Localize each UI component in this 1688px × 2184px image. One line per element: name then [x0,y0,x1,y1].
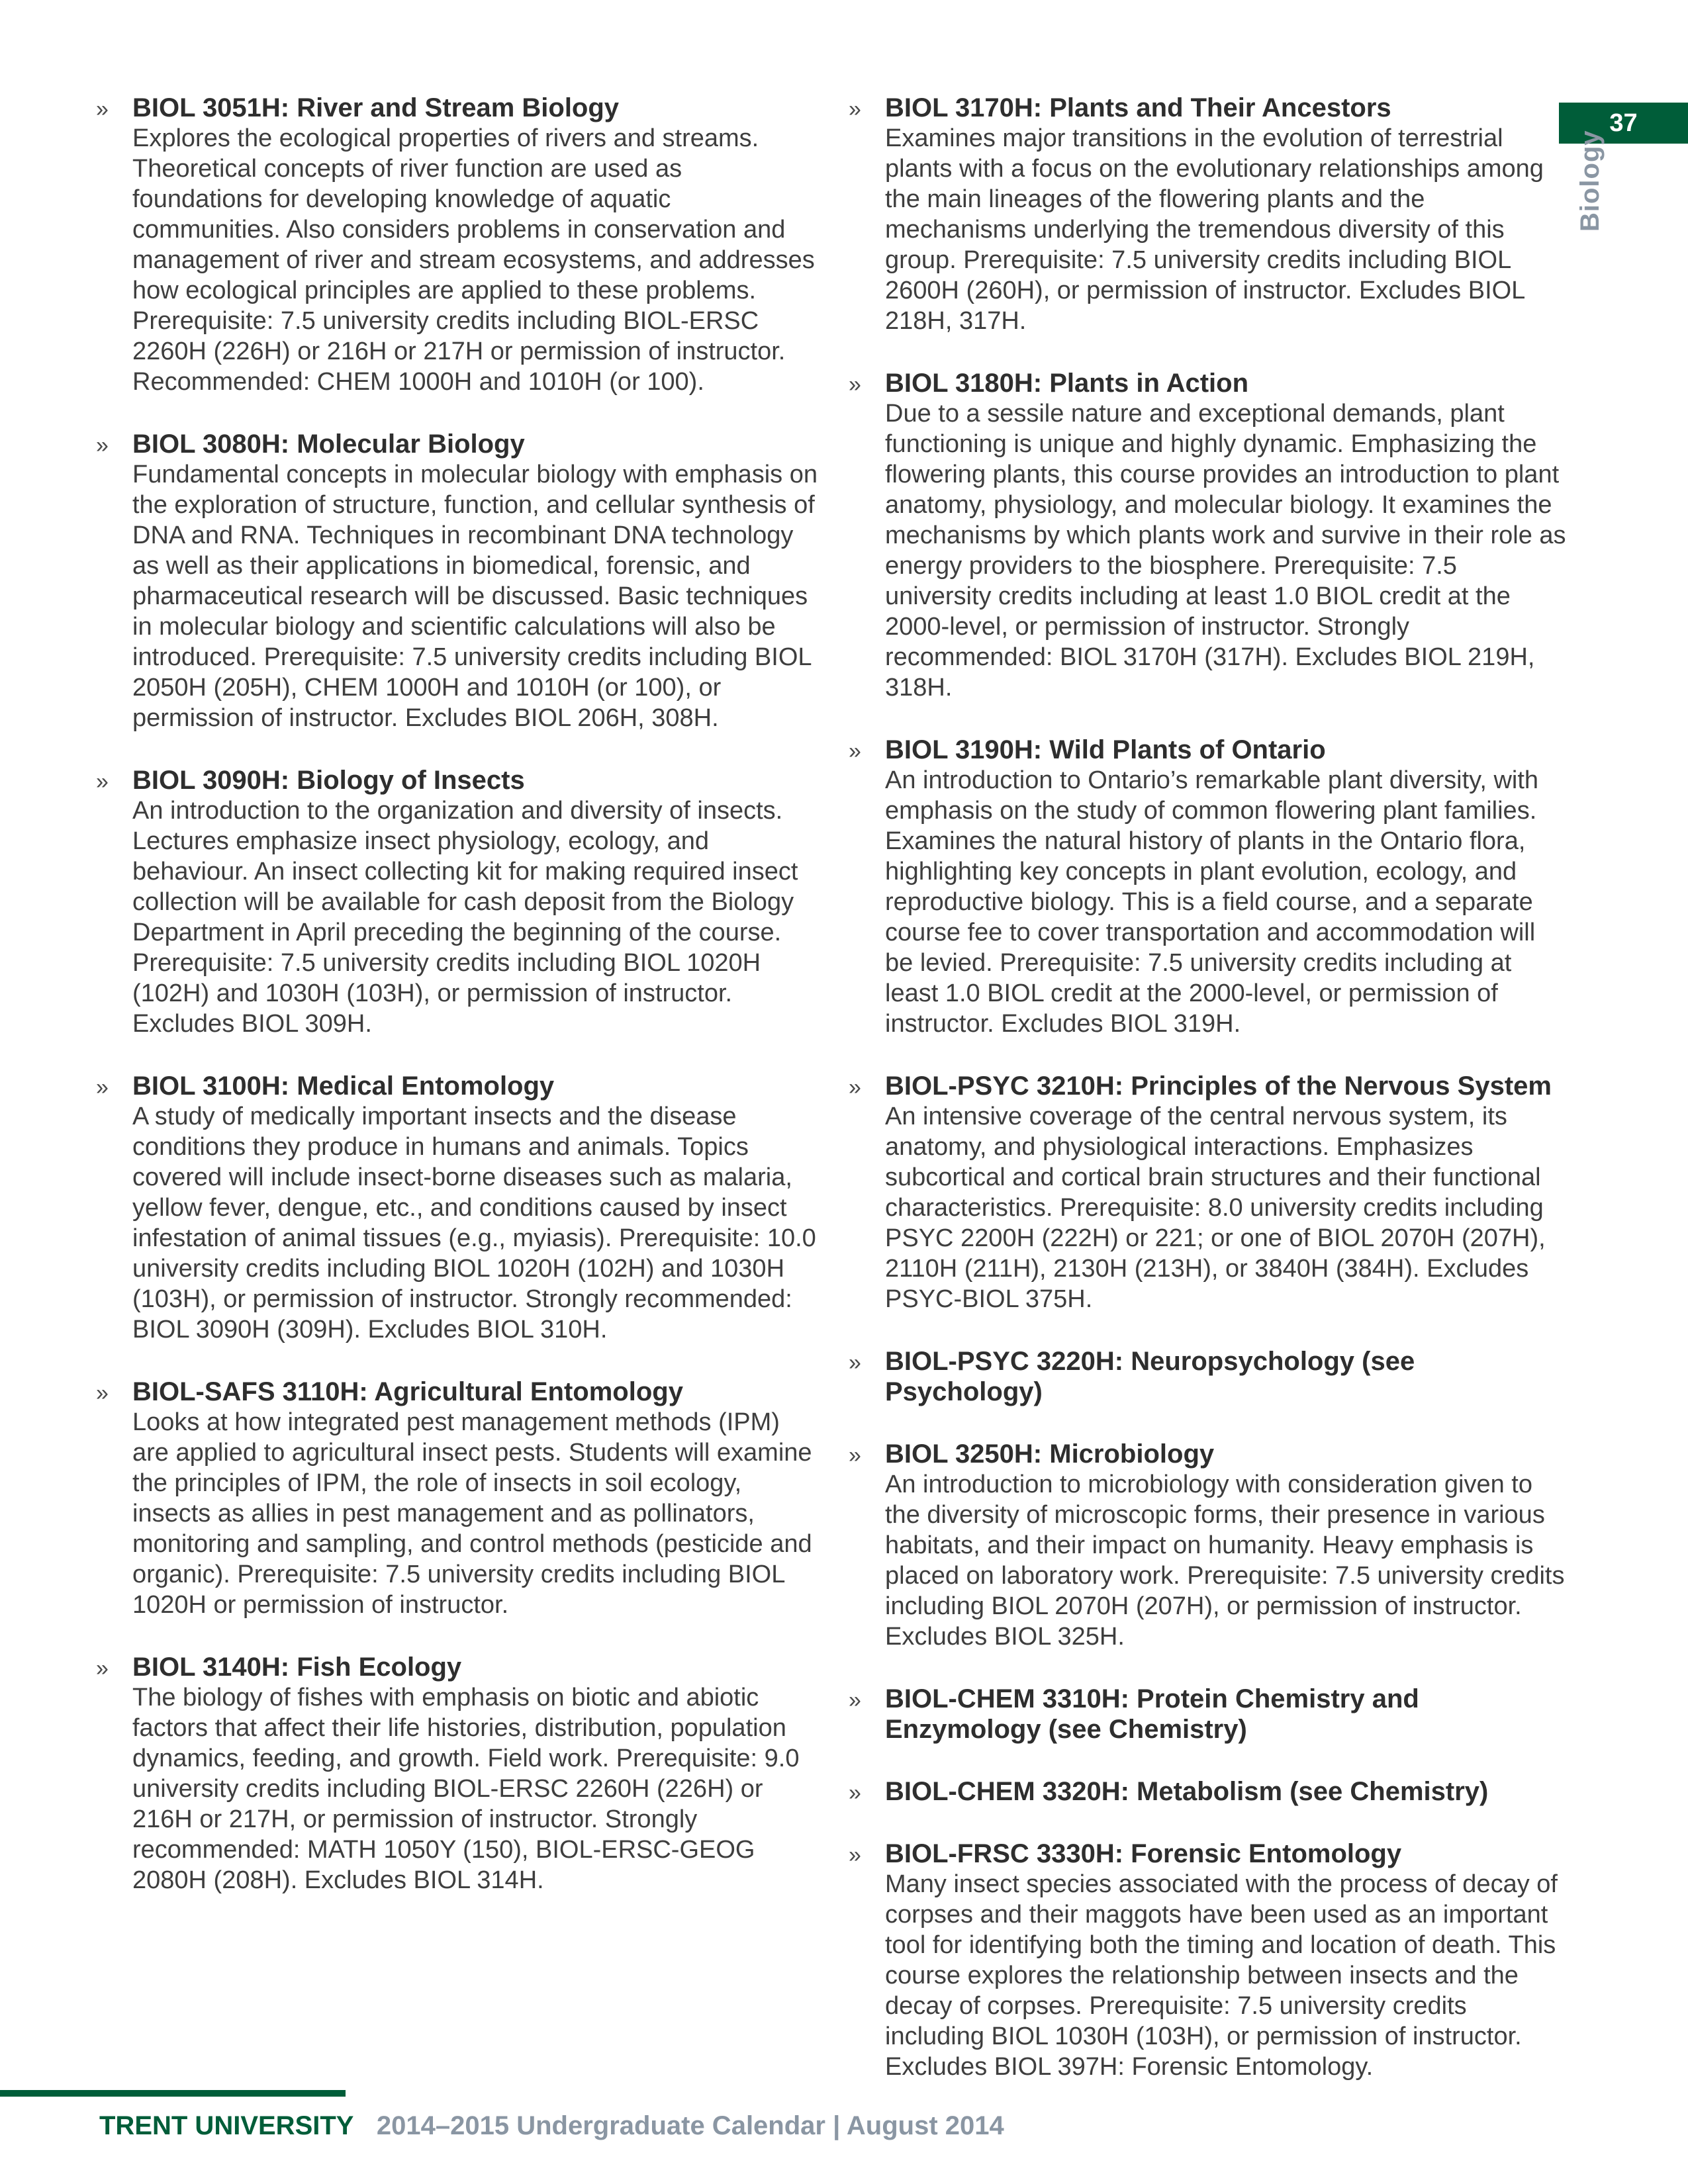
course-entry [96,765,818,1039]
course-description: A study of medically important insects and the disease conditions they produce in humans and animals. Topics covered will include insect-borne diseases such as malaria, yellow fever, dengue, etc., and conditions caused by insect infestation of animal tissues (e.g., myiasis). Prerequisite: 10.0 university credits including BIOL 1020H (102H) and 1030H (103H), or permission of instructor. Strongly recommended: BIOL 3090H (309H). Excludes BIOL 310H. [132,1103,816,1343]
course-entry [849,1071,1567,1314]
course-entry [849,93,1567,336]
bullet-icon: » [96,1656,109,1681]
course-title: BIOL 3100H: Medical Entomology [132,1071,555,1101]
bullet-icon: » [849,739,861,764]
course-description: An introduction to Ontario’s remarkable plant diversity, with emphasis on the study of common flowering plant families. Examines the natural history of plants in the Ontario flora, highlighting key concepts in plant evolution, ecology, and reproductive biology. This is a field course, and a separate course fee to cover transportation and accommodation will be levied. Prerequisite: 7.5 university credits including at least 1.0 BIOL credit at the 2000-level, or permission of instructor. Excludes BIOL 319H. [885,766,1539,1038]
bullet-icon: » [849,1688,861,1713]
course-entry [849,1684,1567,1745]
course-title: BIOL-CHEM 3320H: Metabolism (see Chemistry) [885,1777,1489,1806]
course-entry [849,1839,1567,2082]
course-description: An intensive coverage of the central nervous system, its anatomy, and physiological interactions. Emphasizes subcortical and cortical brain structures and their functional characteristics. Prerequisite: 8.0 university credits including PSYC 2200H (222H) or 221; or one of BIOL 2070H (207H), 2110H (211H), 2130H (213H), or 3840H (384H). Excludes PSYC-BIOL 375H. [885,1103,1546,1313]
bullet-icon: » [849,1780,861,1805]
course-entry [96,1652,818,1895]
right-column [849,93,1567,2114]
bullet-icon: » [849,97,861,122]
left-column [96,93,818,1927]
course-title: BIOL 3170H: Plants and Their Ancestors [885,93,1391,122]
bullet-icon: » [849,1075,861,1100]
bullet-icon: » [96,97,109,122]
course-description: Examines major transitions in the evolution of terrestrial plants with a focus on the evolutionary relationships among the main lineages of the flowering plants and the mechanisms underlying the tremendous diversity of this group. Prerequisite: 7.5 university credits including BIOL 2600H (260H), or permission of instructor. Excludes BIOL 218H, 317H. [885,124,1544,335]
course-title: BIOL 3140H: Fish Ecology [132,1653,462,1682]
course-title: BIOL 3190H: Wild Plants of Ontario [885,735,1326,764]
footer-rule [0,2090,346,2097]
course-entry [849,1346,1567,1407]
course-description: Many insect species associated with the process of decay of corpses and their maggots have been used as an important tool for identifying both the timing and location of death. This course explores the relationship between insects and the decay of corpses. Prerequisite: 7.5 university credits including BIOL 1030H (103H), or permission of instructor. Excludes BIOL 397H: Forensic Entomology. [885,1870,1558,2081]
course-description: Explores the ecological properties of rivers and streams. Theoretical concepts of river function are used as foundations for developing knowledge of aquatic communities. Also considers problems in conservation and management of river and stream ecosystems, and addresses how ecological principles are applied to these problems. Prerequisite: 7.5 university credits including BIOL-ERSC 2260H (226H) or 216H or 217H or permission of instructor. Recommended: CHEM 1000H and 1010H (or 100). [132,124,815,396]
course-title: BIOL-SAFS 3110H: Agricultural Entomology [132,1377,683,1406]
bullet-icon: » [849,372,861,397]
course-entry [849,1439,1567,1652]
course-title: BIOL 3051H: River and Stream Biology [132,93,620,122]
course-title: BIOL-PSYC 3210H: Principles of the Nervous System [885,1071,1552,1101]
page-number-tab: 37 [1559,103,1688,144]
course-entry [96,429,818,733]
footer [99,2111,1004,2141]
footer-calendar: 2014–2015 Undergraduate Calendar | August 2014 [376,2111,1004,2140]
course-description: Due to a sessile nature and exceptional demands, plant functioning is unique and highly dynamic. Emphasizing the flowering plants, this course provides an introduction to plant anatomy, physiology, and molecular biology. It examines the mechanisms by which plants work and survive in their role as energy providers to the biosphere. Prerequisite: 7.5 university credits including at least 1.0 BIOL credit at the 2000-level, or permission of instructor. Strongly recommended: BIOL 3170H (317H). Excludes BIOL 219H, 318H. [885,400,1566,702]
course-title: BIOL-CHEM 3310H: Protein Chemistry and Enzymology (see Chemistry) [885,1684,1419,1744]
course-title: BIOL-PSYC 3220H: Neuropsychology (see Psychology) [885,1347,1415,1406]
course-title: BIOL 3180H: Plants in Action [885,369,1249,398]
course-title: BIOL 3090H: Biology of Insects [132,766,525,795]
course-description: Looks at how integrated pest management methods (IPM) are applied to agricultural insect pests. Students will examine the principles of IPM, the role of insects in soil ecology, insects as allies in pest management and as pollinators, monitoring and sampling, and control methods (pesticide and organic). Prerequisite: 7.5 university credits including BIOL 1020H or permission of instructor. [132,1408,812,1619]
course-description: Fundamental concepts in molecular biology with emphasis on the exploration of structure, function, and cellular synthesis of DNA and RNA. Techniques in recombinant DNA technology as well as their applications in biomedical, forensic, and pharmaceutical research will be discussed. Basic techniques in molecular biology and scientific calculations will also be introduced. Prerequisite: 7.5 university credits including BIOL 2050H (205H), CHEM 1000H and 1010H (or 100), or permission of instructor. Excludes BIOL 206H, 308H. [132,461,818,732]
course-entry [849,735,1567,1039]
course-entry [849,368,1567,703]
course-title: BIOL 3250H: Microbiology [885,1439,1215,1469]
bullet-icon: » [849,1443,861,1468]
bullet-icon: » [96,1381,109,1406]
footer-university: TRENT UNIVERSITY [99,2111,353,2140]
course-title: BIOL-FRSC 3330H: Forensic Entomology [885,1839,1402,1868]
course-description: The biology of fishes with emphasis on biotic and abiotic factors that affect their life histories, distribution, population dynamics, feeding, and growth. Field work. Prerequisite: 9.0 university credits including BIOL-ERSC 2260H (226H) or 216H or 217H, or permission of instructor. Strongly recommended: MATH 1050Y (150), BIOL-ERSC-GEOG 2080H (208H). Excludes BIOL 314H. [132,1684,800,1894]
bullet-icon: » [96,433,109,458]
course-description: An introduction to the organization and diversity of insects. Lectures emphasize insect physiology, ecology, and behaviour. An insect collecting kit for making required insect collection will be available for cash deposit from the Biology Department in April preceding the beginning of the course. Prerequisite: 7.5 university credits including BIOL 1020H (102H) and 1030H (103H), or permission of instructor. Excludes BIOL 309H. [132,797,798,1038]
bullet-icon: » [96,1075,109,1100]
course-entry [96,1071,818,1345]
bullet-icon: » [849,1843,861,1868]
course-entry [96,93,818,397]
bullet-icon: » [96,769,109,794]
bullet-icon: » [849,1350,861,1375]
course-entry [96,1377,818,1620]
course-title: BIOL 3080H: Molecular Biology [132,430,525,459]
course-entry [849,1776,1567,1807]
section-side-label: Biology [1575,130,1605,232]
course-description: An introduction to microbiology with consideration given to the diversity of microscopic forms, their presence in various habitats, and their impact on humanity. Heavy emphasis is placed on laboratory work. Prerequisite: 7.5 university credits including BIOL 2070H (207H), or permission of instructor. Excludes BIOL 325H. [885,1471,1565,1651]
